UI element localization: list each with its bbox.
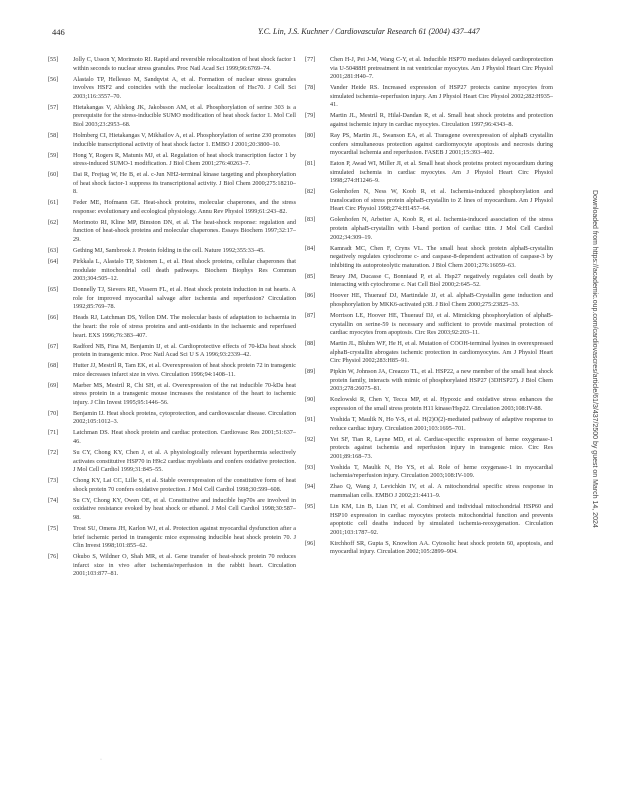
reference-number: [70] <box>48 409 59 417</box>
reference-item <box>48 477 296 494</box>
reference-number: [89] <box>305 368 316 376</box>
reference-item <box>305 160 553 186</box>
reference-number: [94] <box>305 483 316 491</box>
reference-item <box>48 286 296 312</box>
reference-number: [83] <box>305 216 316 224</box>
reference-number: [57] <box>48 103 59 111</box>
reference-text: Golenhofen N, Arbeiter A, Koob R, et al. Ischemia-induced association of the stress protein alphaB-crystallin with I-band portion of cardiac titin. J Mol Cell Cardiol 2002;34:309–19. <box>330 216 553 241</box>
reference-item <box>48 152 296 169</box>
reference-item <box>305 540 553 557</box>
reference-item <box>305 340 553 366</box>
reference-number: [93] <box>305 463 316 471</box>
reference-number: [96] <box>305 539 316 547</box>
reference-item <box>48 429 296 446</box>
reference-text: Zhao Q, Wang J, Levichkin IV, et al. A mitochondrial specific stress response in mammalian cells. EMBO J 2002;21:4411–9. <box>330 483 553 499</box>
reference-number: [56] <box>48 75 59 83</box>
reference-number: [88] <box>305 340 316 348</box>
reference-number: [58] <box>48 131 59 139</box>
reference-text: Pipkin W, Johnson JA, Creazzo TL, et al. HSP22, a new member of the small heat shock protein family, interacts with mimic of phosphorylated HSP27 (3DHSP27). J Biol Chem 2003;278:26075–81. <box>330 368 553 393</box>
reference-item <box>305 436 553 462</box>
reference-number: [76] <box>48 553 59 561</box>
reference-number: [80] <box>305 131 316 139</box>
reference-item <box>48 76 296 102</box>
reference-item <box>305 312 553 338</box>
reference-number: [77] <box>305 56 316 63</box>
reference-text: Yoshida T, Maulik N, Ho YS, et al. Role of heme oxygenase-1 in myocardial ischemia/reperfusion injury. Circulation 2003;108:IV-109. <box>330 463 553 480</box>
reference-item <box>305 292 553 309</box>
reference-item <box>305 483 553 500</box>
reference-item <box>48 314 296 340</box>
reference-number: [55] <box>48 56 59 63</box>
reference-number: [67] <box>48 342 59 350</box>
reference-number: [78] <box>305 84 316 92</box>
reference-text: Marber MS, Mestril R, Chi SH, et al. Overexpression of the rat inducible 70-kDa heat stress protein in a transgenic mouse increases the resistance of the heart to ischemic injury. J Clin Invest 1995;95:1446–56. <box>73 381 296 406</box>
reference-item <box>48 258 296 284</box>
reference-item <box>305 396 553 413</box>
reference-item <box>48 343 296 360</box>
reference-number: [72] <box>48 448 59 456</box>
reference-number: [87] <box>305 311 316 319</box>
reference-text: Latchman DS. Heat shock protein and cardiac protection. Cardiovasc Res 2001;51:637–46. <box>73 429 296 445</box>
reference-item <box>48 362 296 379</box>
reference-text: Jolly C, Usson Y, Morimoto RI. Rapid and reversible relocalization of heat shock factor 1 within seconds to nuclear stress granules. Proc Natl Acad Sci 1999;96:6769–74. <box>73 56 296 72</box>
reference-number: [86] <box>305 292 316 300</box>
reference-number: [95] <box>305 502 316 510</box>
reference-number: [62] <box>48 218 59 226</box>
reference-text: Dai R, Frejtag W, He B, et al. c-Jun NH2-terminal kinase targeting and phosphorylation of heat shock factor-1 suppress its transcriptional activity. J Biol Chem 2000;275:18210–8. <box>73 171 296 196</box>
reference-item <box>48 553 296 579</box>
reference-text: Su CY, Chong KY, Chen J, et al. A physiologically relevant hyperthermia selectively activates constitutive HSP70 in H9c2 cardiac myoblasts and confers oxidative protection. J Mol Cell Cardiol 1999;31:845–55. <box>73 448 296 474</box>
references-left-column <box>48 56 296 581</box>
reference-item <box>305 112 553 129</box>
reference-text: Chen H-J, Pei J-M, Wang C-Y, et al. Inducible HSP70 mediates delayed cardioprotection via U-50488H pretreatment in rat ventricular myocytes. Am J Physiol Heart Circ Physiol 2001;281:H40–7. <box>330 56 553 81</box>
reference-item <box>48 410 296 427</box>
reference-item <box>48 199 296 216</box>
reference-item <box>305 132 553 158</box>
reference-item <box>48 382 296 408</box>
reference-number: [92] <box>305 435 316 443</box>
reference-item <box>48 219 296 245</box>
page-number: 446 <box>52 27 65 37</box>
download-note: Downloaded from https://academic.oup.com/cardiovascres/article/61/3/437/2500 by guest on March 14, 2024 <box>591 190 598 528</box>
reference-text: Golenhofen N, Ness W, Koob R, et al. Ischemia-induced phosphorylation and translocation of stress protein alphaB-crystallin to Z lines of myocardium. Am J Physiol Heart Circ Physiol 1998;274:H1457–64. <box>330 188 553 213</box>
download-watermark <box>592 190 604 610</box>
reference-number: [66] <box>48 314 59 322</box>
reference-text: Trost SU, Omens JH, Karlon WJ, et al. Protection against myocardial dysfunction after a brief ischemic period in transgenic mice expressing inducible heat shock protein 70. J Clin Invest 1998;101:855–62. <box>73 524 296 550</box>
reference-number: [61] <box>48 199 59 207</box>
reference-item <box>305 464 553 481</box>
reference-number: [91] <box>305 416 316 424</box>
reference-item <box>48 132 296 149</box>
reference-text: Vander Heide RS. Increased expression of HSP27 protects canine myocytes from simulated ischemia–reperfusion injury. Am J Physiol Heart Circ Physiol 2002;282:H935–41. <box>330 84 553 109</box>
reference-text: Martin JL, Bluhm WF, He H, et al. Mutation of COOH-terminal lysines in overexpressed alphaB-crystallin abrogates ischemic protection in cardiomyocytes. Am J Physiol Heart Circ Physiol 2002;283:H85–91. <box>330 340 553 365</box>
reference-text: Ray PS, Martin JL, Swanson EA, et al. Transgene overexpression of alphaB crystallin confers simultaneous protection against cardiomyocyte apoptosis and necrosis during myocardial ischemia and reperfusion. FASEB J 2001;15:393–402. <box>330 131 553 157</box>
reference-item <box>305 216 553 242</box>
reference-number: [60] <box>48 171 59 179</box>
running-title: Y.C. Lin, J.S. Kuchner / Cardiovascular Research 61 (2004) 437–447 <box>258 27 480 36</box>
reference-number: [71] <box>48 429 59 437</box>
reference-text: Kirchhoff SR, Gupta S, Knowlton AA. Cytosolic heat shock protein 60, apoptosis, and myocardial injury. Circulation 2002;105:2899–904. <box>330 539 553 556</box>
reference-text: Benjamin IJ. Heat shock proteins, cytoprotection, and cardiovascular disease. Circulation 2002;105:1012–3. <box>73 409 296 426</box>
reference-text: Gething MJ, Sambrook J. Protein folding in the cell. Nature 1992;355:33–45. <box>73 247 265 254</box>
reference-number: [81] <box>305 160 316 168</box>
reference-number: [69] <box>48 381 59 389</box>
reference-text: Pirkkala L, Alastalo TP, Sistonen L, et al. Heat shock proteins, cellular chaperones that modulate mitochondrial cell death pathways. Biochem Biophys Res Commun 2003;304:505–12. <box>73 257 296 283</box>
reference-text: Morimoto RI, Kline MP, Bimston DN, et al. The heat-shock response: regulation and function of heat-shock proteins and molecular chaperones. Essays Biochem 1997;32:17–29. <box>73 218 296 244</box>
reference-text: Kozlowski R, Chen Y, Tecca MP, et al. Hypoxic and oxidative stress enhances the expression of the small stress protein H11 kinase/Hsp22. Circulation 2003;108:IV-88. <box>330 396 553 413</box>
reference-item <box>305 416 553 433</box>
reference-text: Yet SF, Tian R, Layne MD, et al. Cardiac-specific expression of heme oxygenase-1 protects against ischemia and reperfusion injury in transgenic mice. Circ Res 2001;89:168–73. <box>330 435 553 460</box>
reference-number: [90] <box>305 396 316 404</box>
reference-number: [63] <box>48 247 59 254</box>
reference-number: [84] <box>305 244 316 252</box>
reference-number: [73] <box>48 477 59 485</box>
page-header <box>52 27 572 41</box>
reference-number: [79] <box>305 112 316 120</box>
reference-item <box>305 84 553 110</box>
reference-number: [65] <box>48 286 59 294</box>
reference-item <box>48 56 296 73</box>
reference-text: Morrison LE, Hoover HE, Thuerauf DJ, et al. Mimicking phosphorylation of alphaB-crystallin on serine-59 is necessary and sufficient to provide maximal protection of cardiac myocytes from apoptosis. Circ Res 2003;92:203–11. <box>330 311 553 337</box>
footer-mark: · <box>100 757 102 763</box>
reference-text: Hutter JJ, Mestril R, Tam EK, et al. Overexpression of heat shock protein 72 in transgenic mice decreases infarct size in vivo. Circulation 1996;94:1408–11. <box>73 362 296 378</box>
reference-text: Feder ME, Hofmann GE. Heat-shock proteins, molecular chaperones, and the stress response: evolutionary and ecological physiology. Annu Rev Physiol 1999;61:243–82. <box>73 199 296 215</box>
reference-text: Eaton P, Awad WI, Miller JI, et al. Small heat shock proteins protect myocardium during simulated ischemia in cardiac myocytes. Am J Physiol Heart Circ Physiol 1998;274:H1246–9. <box>330 160 553 185</box>
reference-text: Holmberg CI, Hietakangas V, Mikhailov A, et al. Phosphorylation of serine 230 promotes inducible transcriptional activity of heat shock factor 1. EMBO J 2001;20:3800–10. <box>73 131 296 148</box>
reference-text: Lin KM, Lin B, Lian IY, et al. Combined and individual mitochondrial HSP60 and HSP10 expression in cardiac myocytes protects mitochondrial function and prevents apoptotic cell deaths induced by simulated ischemia-reoxygenation. Circulation 2001;103:1787–92. <box>330 502 553 536</box>
reference-text: Chong KY, Lai CC, Lille S, et al. Stable overexpression of the constitutive form of heat shock protein 70 confers oxidative protection. J Mol Cell Cardiol 1998;30:599–608. <box>73 477 296 493</box>
reference-item <box>48 449 296 475</box>
reference-text: Hietakangas V, Ahlskog JK, Jakobsson AM, et al. Phosphorylation of serine 303 is a prerequisite for the stress-inducible SUMO modification of heat shock factor 1. Mol Cell Biol 2003;23:2953–68. <box>73 103 296 128</box>
reference-item <box>305 188 553 214</box>
reference-text: Yoshida T, Maulik N, Ho Y-S, et al. H(2)O(2)-mediated pathway of adaptive response to reduce cardiac injury. Circulation 2001;103:1695–701. <box>330 416 553 432</box>
reference-number: [74] <box>48 496 59 504</box>
reference-number: [85] <box>305 272 316 280</box>
reference-text: Hong Y, Rogers R, Matunis MJ, et al. Regulation of heat shock transcription factor 1 by stress-induced SUMO-1 modification. J Biol Chem 2001;276:40263–7. <box>73 151 296 168</box>
reference-number: [68] <box>48 362 59 370</box>
reference-item <box>305 56 553 82</box>
reference-text: Radford NB, Fina M, Benjamin IJ, et al. Cardioprotective effects of 70-kDa heat shock protein in transgenic mice. Proc Natl Acad Sci U S A 1996;93:2339–42. <box>73 342 296 359</box>
reference-text: Okubo S, Wildner O, Shah MR, et al. Gene transfer of heat-shock protein 70 reduces infarct size in vivo after ischemia/reperfusion in the rabbit heart. Circulation 2001;103:877–81. <box>73 553 296 578</box>
reference-item <box>48 497 296 523</box>
reference-item <box>48 247 296 256</box>
reference-text: Alastalo TP, Hellesuo M, Sandqvist A, et al. Formation of nuclear stress granules involves HSF2 and coincides with the nucleolar localization of Hsc70. J Cell Sci 2003;116:3557–70. <box>73 75 296 100</box>
reference-text: Heads RJ, Latchman DS, Yellon DM. The molecular basis of adaptation to ischaemia in the heart: the role of stress proteins and anti-oxidants in the ischaemic and reperfused heart. EXS 1996;76:383–407. <box>73 314 296 339</box>
reference-item <box>305 368 553 394</box>
references-right-column <box>305 56 553 559</box>
reference-text: Hoover HE, Thuerauf DJ, Martindale JJ, et al. alphaB-Crystallin gene induction and phosphorylation by MKK6-activated p38. J Biol Chem 2000;275:23825–33. <box>330 292 553 308</box>
reference-item <box>305 245 553 271</box>
reference-text: Kamradt MC, Chen F, Cryns VL. The small heat shock protein alphaB-crystallin negatively regulates cytochrome c- and caspase-8-dependent activation of caspase-3 by inhibiting its autoproteolytic maturation. J Biol Chem 2001;276:16059–63. <box>330 244 553 269</box>
reference-number: [64] <box>48 257 59 265</box>
reference-text: Donnelly TJ, Sievers RE, Vissern FL, et al. Heat shock protein induction in rat hearts. A role for improved myocardial salvage after ischemia and reperfusion? Circulation 1992;85:769–78. <box>73 286 296 311</box>
reference-item <box>305 273 553 290</box>
reference-number: [75] <box>48 524 59 532</box>
reference-item <box>48 104 296 130</box>
reference-text: Bruey JM, Ducasse C, Bonniaud P, et al. Hsp27 negatively regulates cell death by interacting with cytochrome c. Nat Cell Biol 2000;2:645–52. <box>330 272 553 289</box>
reference-item <box>305 503 553 537</box>
reference-text: Martin JL, Mestril R, Hilal-Dandan R, et al. Small heat shock proteins and protection against ischemic injury in cardiac myocytes. Circulation 1997;96:4343–8. <box>330 112 553 128</box>
reference-item <box>48 525 296 551</box>
reference-number: [82] <box>305 188 316 196</box>
reference-item <box>48 171 296 197</box>
reference-number: [59] <box>48 151 59 159</box>
reference-text: Su CY, Chong KY, Owen OE, et al. Constitutive and inducible hsp70s are involved in oxidative resistance evoked by heat shock or ethanol. J Mol Cell Cardiol 1998;30:587–98. <box>73 496 296 521</box>
